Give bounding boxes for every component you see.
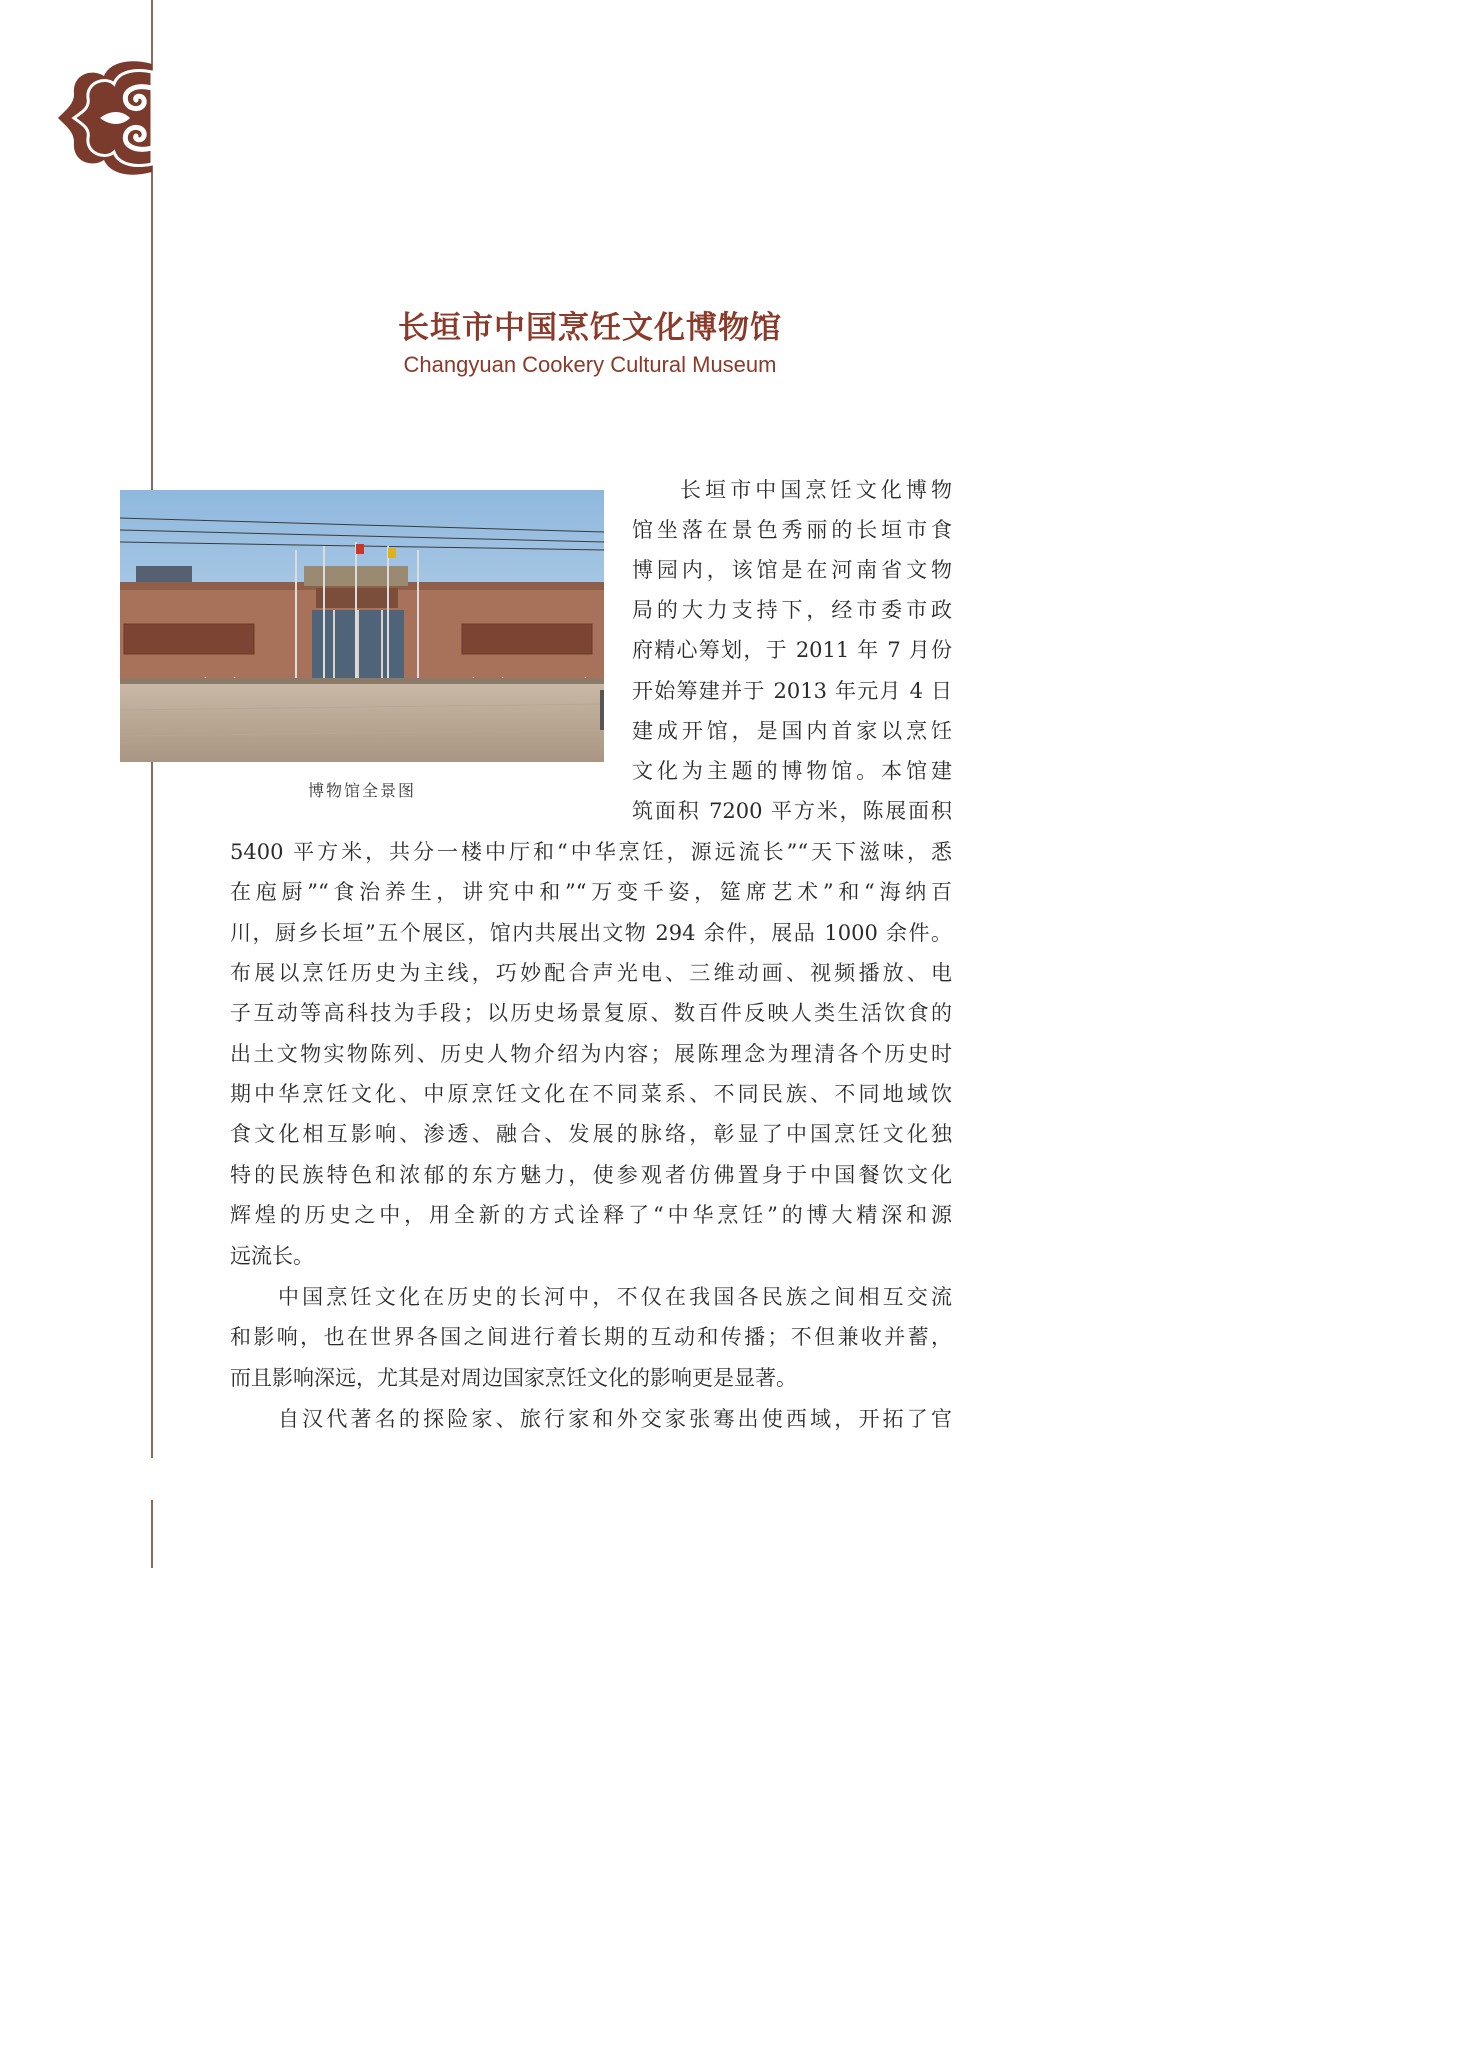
body-line: 特的民族特色和浓郁的东方魅力，使参观者仿佛置身于中国餐饮文化 bbox=[230, 1163, 952, 1187]
body-line: 子互动等高科技为手段；以历史场景复原、数百件反映人类生活饮食的 bbox=[230, 1001, 952, 1025]
margin-rule-bottom bbox=[151, 1500, 153, 1568]
body-line: 在庖厨”“食治养生，讲究中和”“万变千姿，筵席艺术”和“海纳百 bbox=[230, 880, 952, 904]
museum-panorama-photo bbox=[120, 490, 604, 762]
body-line: 辉煌的历史之中，用全新的方式诠释了“中华烹饪”的博大精深和源 bbox=[230, 1203, 952, 1227]
body-line: 川，厨乡长垣”五个展区，馆内共展出文物 294 余件，展品 1000 余件。 bbox=[230, 921, 952, 945]
page-subtitle: Changyuan Cookery Cultural Museum bbox=[403, 352, 777, 377]
body-line: 而且影响深远，尤其是对周边国家烹饪文化的影响更是显著。 bbox=[230, 1366, 797, 1390]
body-line: 开始筹建并于 2013 年元月 4 日 bbox=[632, 679, 952, 703]
body-line: 府精心筹划，于 2011 年 7 月份 bbox=[632, 638, 952, 662]
body-line: 自汉代著名的探险家、旅行家和外交家张骞出使西域，开拓了官 bbox=[278, 1407, 952, 1431]
body-line: 期中华烹饪文化、中原烹饪文化在不同菜系、不同民族、不同地域饮 bbox=[230, 1082, 952, 1106]
page-title: 长垣市中国烹饪文化博物馆 bbox=[398, 310, 782, 346]
body-line: 建成开馆，是国内首家以烹饪 bbox=[632, 719, 952, 743]
body-line: 和影响，也在世界各国之间进行着长期的互动和传播；不但兼收并蓄， bbox=[230, 1325, 952, 1349]
body-line: 文化为主题的博物馆。本馆建 bbox=[632, 759, 952, 783]
body-line: 博园内，该馆是在河南省文物 bbox=[632, 558, 952, 582]
body-line: 食文化相互影响、渗透、融合、发展的脉络，彰显了中国烹饪文化独 bbox=[230, 1122, 952, 1146]
body-line: 出土文物实物陈列、历史人物介绍为内容；展陈理念为理清各个历史时 bbox=[230, 1042, 952, 1066]
body-line: 布展以烹饪历史为主线，巧妙配合声光电、三维动画、视频播放、电 bbox=[230, 961, 952, 985]
body-line: 中国烹饪文化在历史的长河中，不仅在我国各民族之间相互交流 bbox=[278, 1285, 952, 1309]
photo-caption: 博物馆全景图 bbox=[307, 781, 416, 800]
body-line: 馆坐落在景色秀丽的长垣市食 bbox=[632, 518, 952, 542]
body-line: 长垣市中国烹饪文化博物 bbox=[680, 478, 952, 502]
cloud-ornament-icon bbox=[56, 54, 156, 182]
body-line: 筑面积 7200 平方米，陈展面积 bbox=[632, 799, 952, 823]
body-line: 远流长。 bbox=[230, 1244, 314, 1268]
body-line: 5400 平方米，共分一楼中厅和“中华烹饪，源远流长”“天下滋味，悉 bbox=[230, 840, 952, 864]
body-line: 局的大力支持下，经市委市政 bbox=[632, 598, 952, 622]
